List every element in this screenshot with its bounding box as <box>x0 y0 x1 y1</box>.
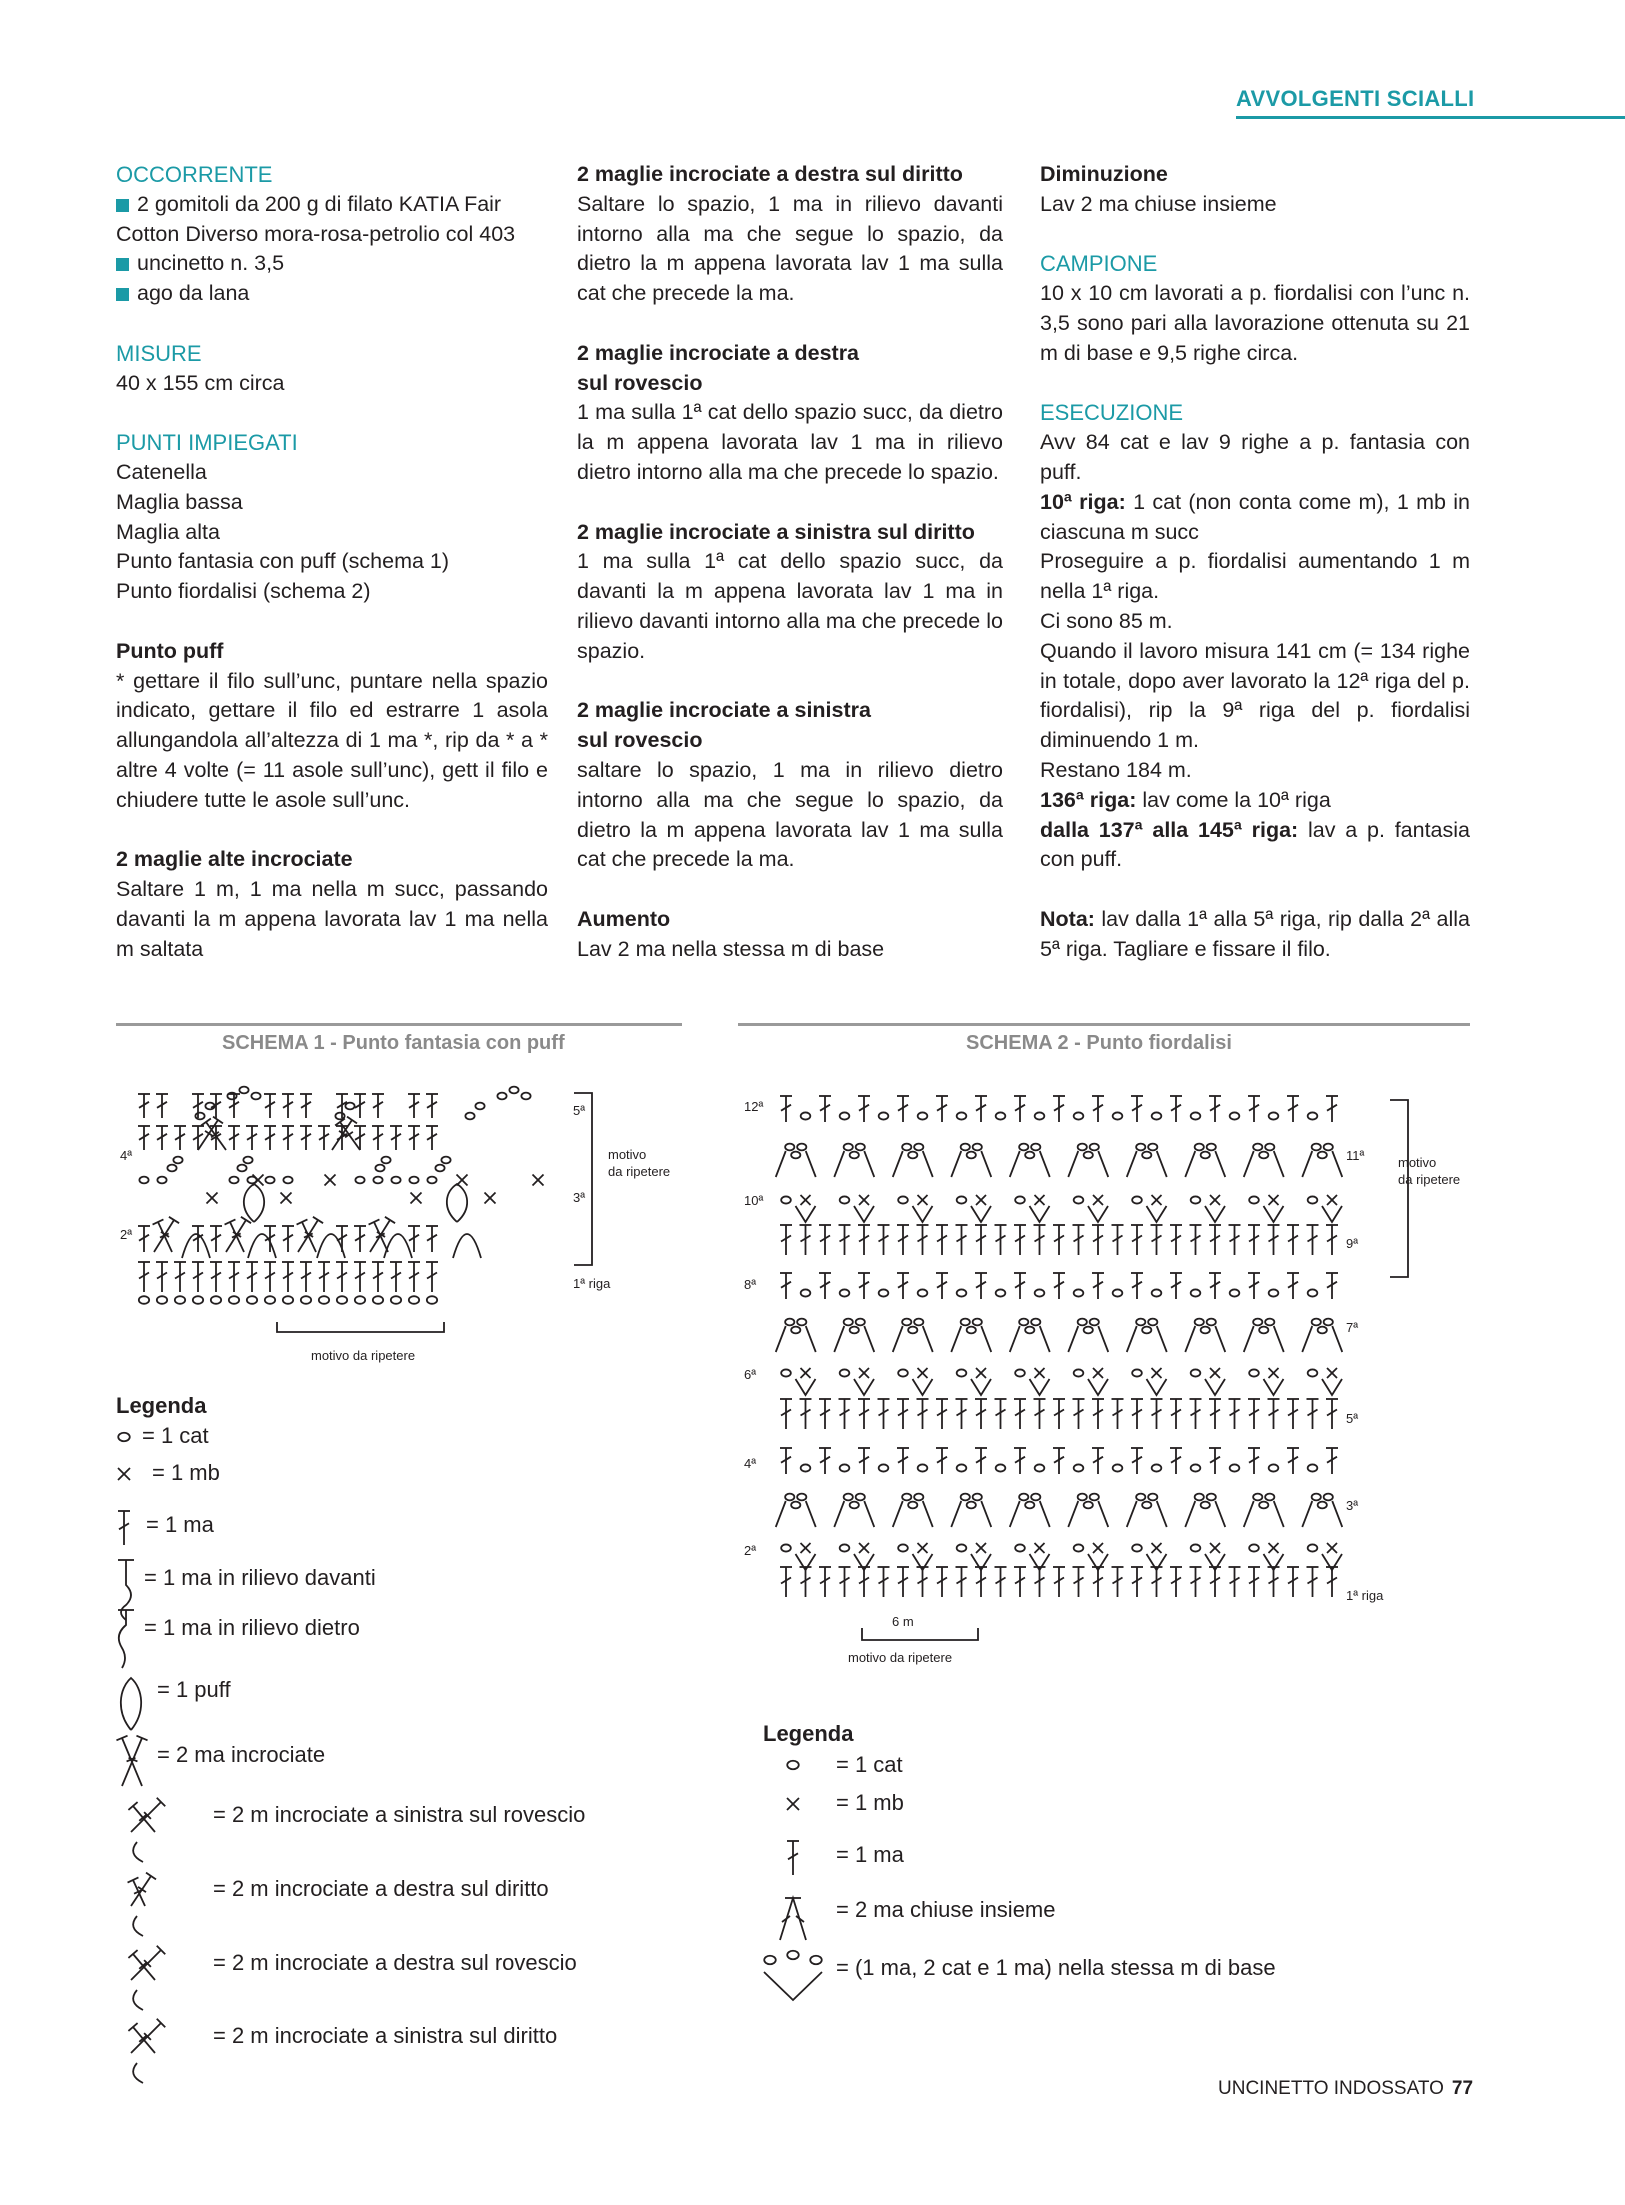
v-stitch-icon <box>764 1972 822 2000</box>
schema2-motivo-bottom: motivo da ripetere <box>848 1650 953 1665</box>
dc2tog-icon <box>780 1898 806 1940</box>
occorrente-heading: OCCORRENTE <box>116 162 273 187</box>
legend-item: = 1 mb <box>152 1460 220 1485</box>
schema1-motivo-bottom: motivo da ripetere <box>311 1348 416 1363</box>
schema2-row-label: 11ª <box>1346 1148 1365 1163</box>
schema2-row-label: 10ª <box>744 1193 764 1208</box>
schema2-row-label: 7ª <box>1346 1320 1359 1335</box>
alte-heading: 2 maglie alte incrociate <box>116 847 353 872</box>
legend-item: = 2 m incrociate a sinistra sul rovescio <box>213 1802 586 1827</box>
legend-item: = 2 m incrociate a destra sul diritto <box>213 1876 549 1901</box>
punto-item: Maglia alta <box>116 519 220 544</box>
schema2-six-m: 6 m <box>892 1614 914 1629</box>
schema2-row-label: 8ª <box>744 1277 757 1292</box>
stitch-heading: 2 maglie incrociate a sinistra sul diritto <box>577 519 975 544</box>
legend-item: = 1 mb <box>836 1790 904 1815</box>
double-crochet-icon <box>787 1841 799 1875</box>
schema1-legend-title: Legenda <box>116 1393 207 1418</box>
legend-item: = 1 ma in rilievo davanti <box>144 1565 376 1590</box>
esecuzione-text: Proseguire a p. fiordalisi aumentando 1 m nella 1ª riga. <box>1040 549 1470 604</box>
schema2-row-label: 4ª <box>744 1456 757 1471</box>
diminuzione-text: Lav 2 ma chiuse insieme <box>1040 191 1277 216</box>
stitch-text: 1 ma sulla 1ª cat dello spazio succ, da davanti la m appena lavorata lav 1 ma in rilievo davanti intorno alla ma che precede lo spazio. <box>577 549 1003 663</box>
legend-item: = 1 cat <box>142 1423 209 1448</box>
alte-text: Saltare 1 m, 1 ma nella m succ, passando davanti la m appena lavorata lav 1 ma nella m saltata <box>116 877 548 961</box>
schema1-row-label: 1ª riga <box>573 1276 611 1291</box>
chain-stitch-icon <box>787 1761 799 1770</box>
stitch-text: saltare lo spazio, 1 ma in rilievo dietro intorno alla ma che segue lo spazio, da dietro la m appena lavorata lav 1 ma sulla cat che precede la ma. <box>577 757 1003 872</box>
schema1-motivo-side: motivo da ripetere <box>608 1147 671 1179</box>
stitch-text: Saltare lo spazio, 1 ma in rilievo davanti intorno alla ma che segue lo spazio, da dietro la m appena lavorata lav 1 ma sulla cat che precede la ma. <box>577 191 1003 306</box>
chain-stitch-icon <box>787 1951 799 1960</box>
schema2-row-label: 3ª <box>1346 1498 1359 1513</box>
chain-stitch-icon <box>764 1956 776 1965</box>
page-number: 77 <box>1451 2078 1474 2099</box>
schema2-legend-title: Legenda <box>763 1721 854 1746</box>
esecuzione-text: Ci sono 85 m. <box>1040 608 1173 633</box>
schema2-row-label: 1ª riga <box>1346 1588 1384 1603</box>
esecuzione-text: Avv 84 cat e lav 9 righe a p. fantasia con puff. <box>1040 430 1470 484</box>
misure-text: 40 x 155 cm circa <box>116 370 285 395</box>
schema2-row-label: 12ª <box>744 1099 764 1114</box>
occorrente-item: uncinetto n. 3,5 <box>116 249 548 279</box>
legend-item: = 2 ma chiuse insieme <box>836 1897 1056 1922</box>
esecuzione-text: 10ª riga: 1 cat (non conta come m), 1 mb in ciascuna m succ <box>1040 489 1471 544</box>
schema2-motivo-side: motivo da ripetere <box>1398 1155 1461 1187</box>
punto-item: Punto fantasia con puff (schema 1) <box>116 549 450 574</box>
legend-item: = 1 puff <box>157 1677 231 1702</box>
legend-item: = 1 ma in rilievo dietro <box>144 1615 360 1640</box>
aumento-heading: Aumento <box>577 906 671 931</box>
footer <box>1218 2078 1473 2100</box>
schema1-row-label: 4ª <box>120 1148 133 1163</box>
misure-heading: MISURE <box>116 340 202 366</box>
esecuzione-text: dalla 137ª alla 145ª riga: lav a p. fantasia con puff. <box>1040 817 1470 872</box>
punto-item: Punto fiordalisi (schema 2) <box>116 579 371 604</box>
puff-heading: Punto puff <box>116 638 224 663</box>
legend-item: = 2 m incrociate a sinistra sul diritto <box>213 2023 558 2048</box>
section-title: AVVOLGENTI SCIALLI <box>1236 86 1475 111</box>
legend-item: = 1 ma <box>146 1512 214 1537</box>
stitch-heading: 2 maglie incrociate a destra <box>577 340 860 365</box>
punto-item: Catenella <box>116 459 207 484</box>
stitch-heading-cont: sul rovescio <box>577 370 703 395</box>
campione-text: 10 x 10 cm lavorati a p. fiordalisi con l’unc n. 3,5 sono pari alla lavorazione ottenuta su 21 m di base e 9,5 righe circa. <box>1040 281 1470 365</box>
chain-stitch-icon <box>810 1956 822 1965</box>
legend-item: = 1 cat <box>836 1752 903 1777</box>
diminuzione-heading: Diminuzione <box>1040 162 1168 186</box>
single-crochet-icon <box>787 1798 799 1810</box>
occorrente-item: 2 gomitoli da 200 g di filato KATIA Fair <box>116 190 548 220</box>
stitch-heading: 2 maglie incrociate a sinistra <box>577 698 871 723</box>
esecuzione-heading: ESECUZIONE <box>1040 400 1184 426</box>
esecuzione-text: Quando il lavoro misura 141 cm (= 134 righe in totale, dopo aver lavorato la 12ª riga del p. fiordalisi), rip la 9ª riga del p. fiordalisi diminuendo 1 m. <box>1040 638 1470 753</box>
schema2-row-label: 9ª <box>1346 1236 1359 1251</box>
stitch-heading-cont: sul rovescio <box>577 728 703 753</box>
schema1-row-label: 3ª <box>573 1190 586 1205</box>
schema2-row-label: 6ª <box>744 1367 757 1382</box>
esecuzione-text: 136ª riga: lav come la 10ª riga <box>1040 787 1331 812</box>
occorrente-item: ago da lana <box>116 279 548 309</box>
magazine-name: UNCINETTO INDOSSATO <box>1218 2078 1444 2099</box>
legend-item: = 1 ma <box>836 1842 904 1867</box>
stitch-text: 1 ma sulla 1ª cat dello spazio succ, da dietro la m appena lavorata lav 1 ma in rilievo dietro intorno alla ma che precede lo spazio. <box>577 400 1003 484</box>
legend-item: = 2 ma incrociate <box>157 1742 326 1767</box>
schema2-row-label: 5ª <box>1346 1411 1359 1426</box>
schema2-row-label: 2ª <box>744 1543 757 1558</box>
schema1-row-label: 5ª <box>573 1103 586 1118</box>
esecuzione-text: Restano 184 m. <box>1040 757 1192 782</box>
punti-heading: PUNTI IMPIEGATI <box>116 430 298 456</box>
stitch-heading: 2 maglie incrociate a destra sul diritto <box>577 162 963 186</box>
schema1-title: SCHEMA 1 - Punto fantasia con puff <box>222 1032 565 1054</box>
punto-item: Maglia bassa <box>116 489 243 514</box>
aumento-text: Lav 2 ma nella stessa m di base <box>577 936 885 961</box>
campione-heading: CAMPIONE <box>1040 251 1158 277</box>
nota-text: Nota: lav dalla 1ª alla 5ª riga, rip dalla 2ª alla 5ª riga. Tagliare e fissare il filo. <box>1040 906 1470 961</box>
schema2-title: SCHEMA 2 - Punto fiordalisi <box>966 1032 1232 1054</box>
legend-item: = 2 m incrociate a destra sul rovescio <box>213 1950 577 1975</box>
occorrente-item-cont: Cotton Diverso mora-rosa-petrolio col 403 <box>116 221 516 246</box>
legend-item: = (1 ma, 2 cat e 1 ma) nella stessa m di base <box>836 1955 1276 1980</box>
schema1-row-label: 2ª <box>120 1227 133 1242</box>
puff-text: * gettare il filo sull’unc, puntare nella spazio indicato, gettare il filo ed estrarre 1 asola allungandola all’altezza di 1 ma *, rip da * a * altre 4 volte (= 11 asole sull’unc), gett il filo e chiudere tutte le asole sull’unc. <box>116 668 548 812</box>
